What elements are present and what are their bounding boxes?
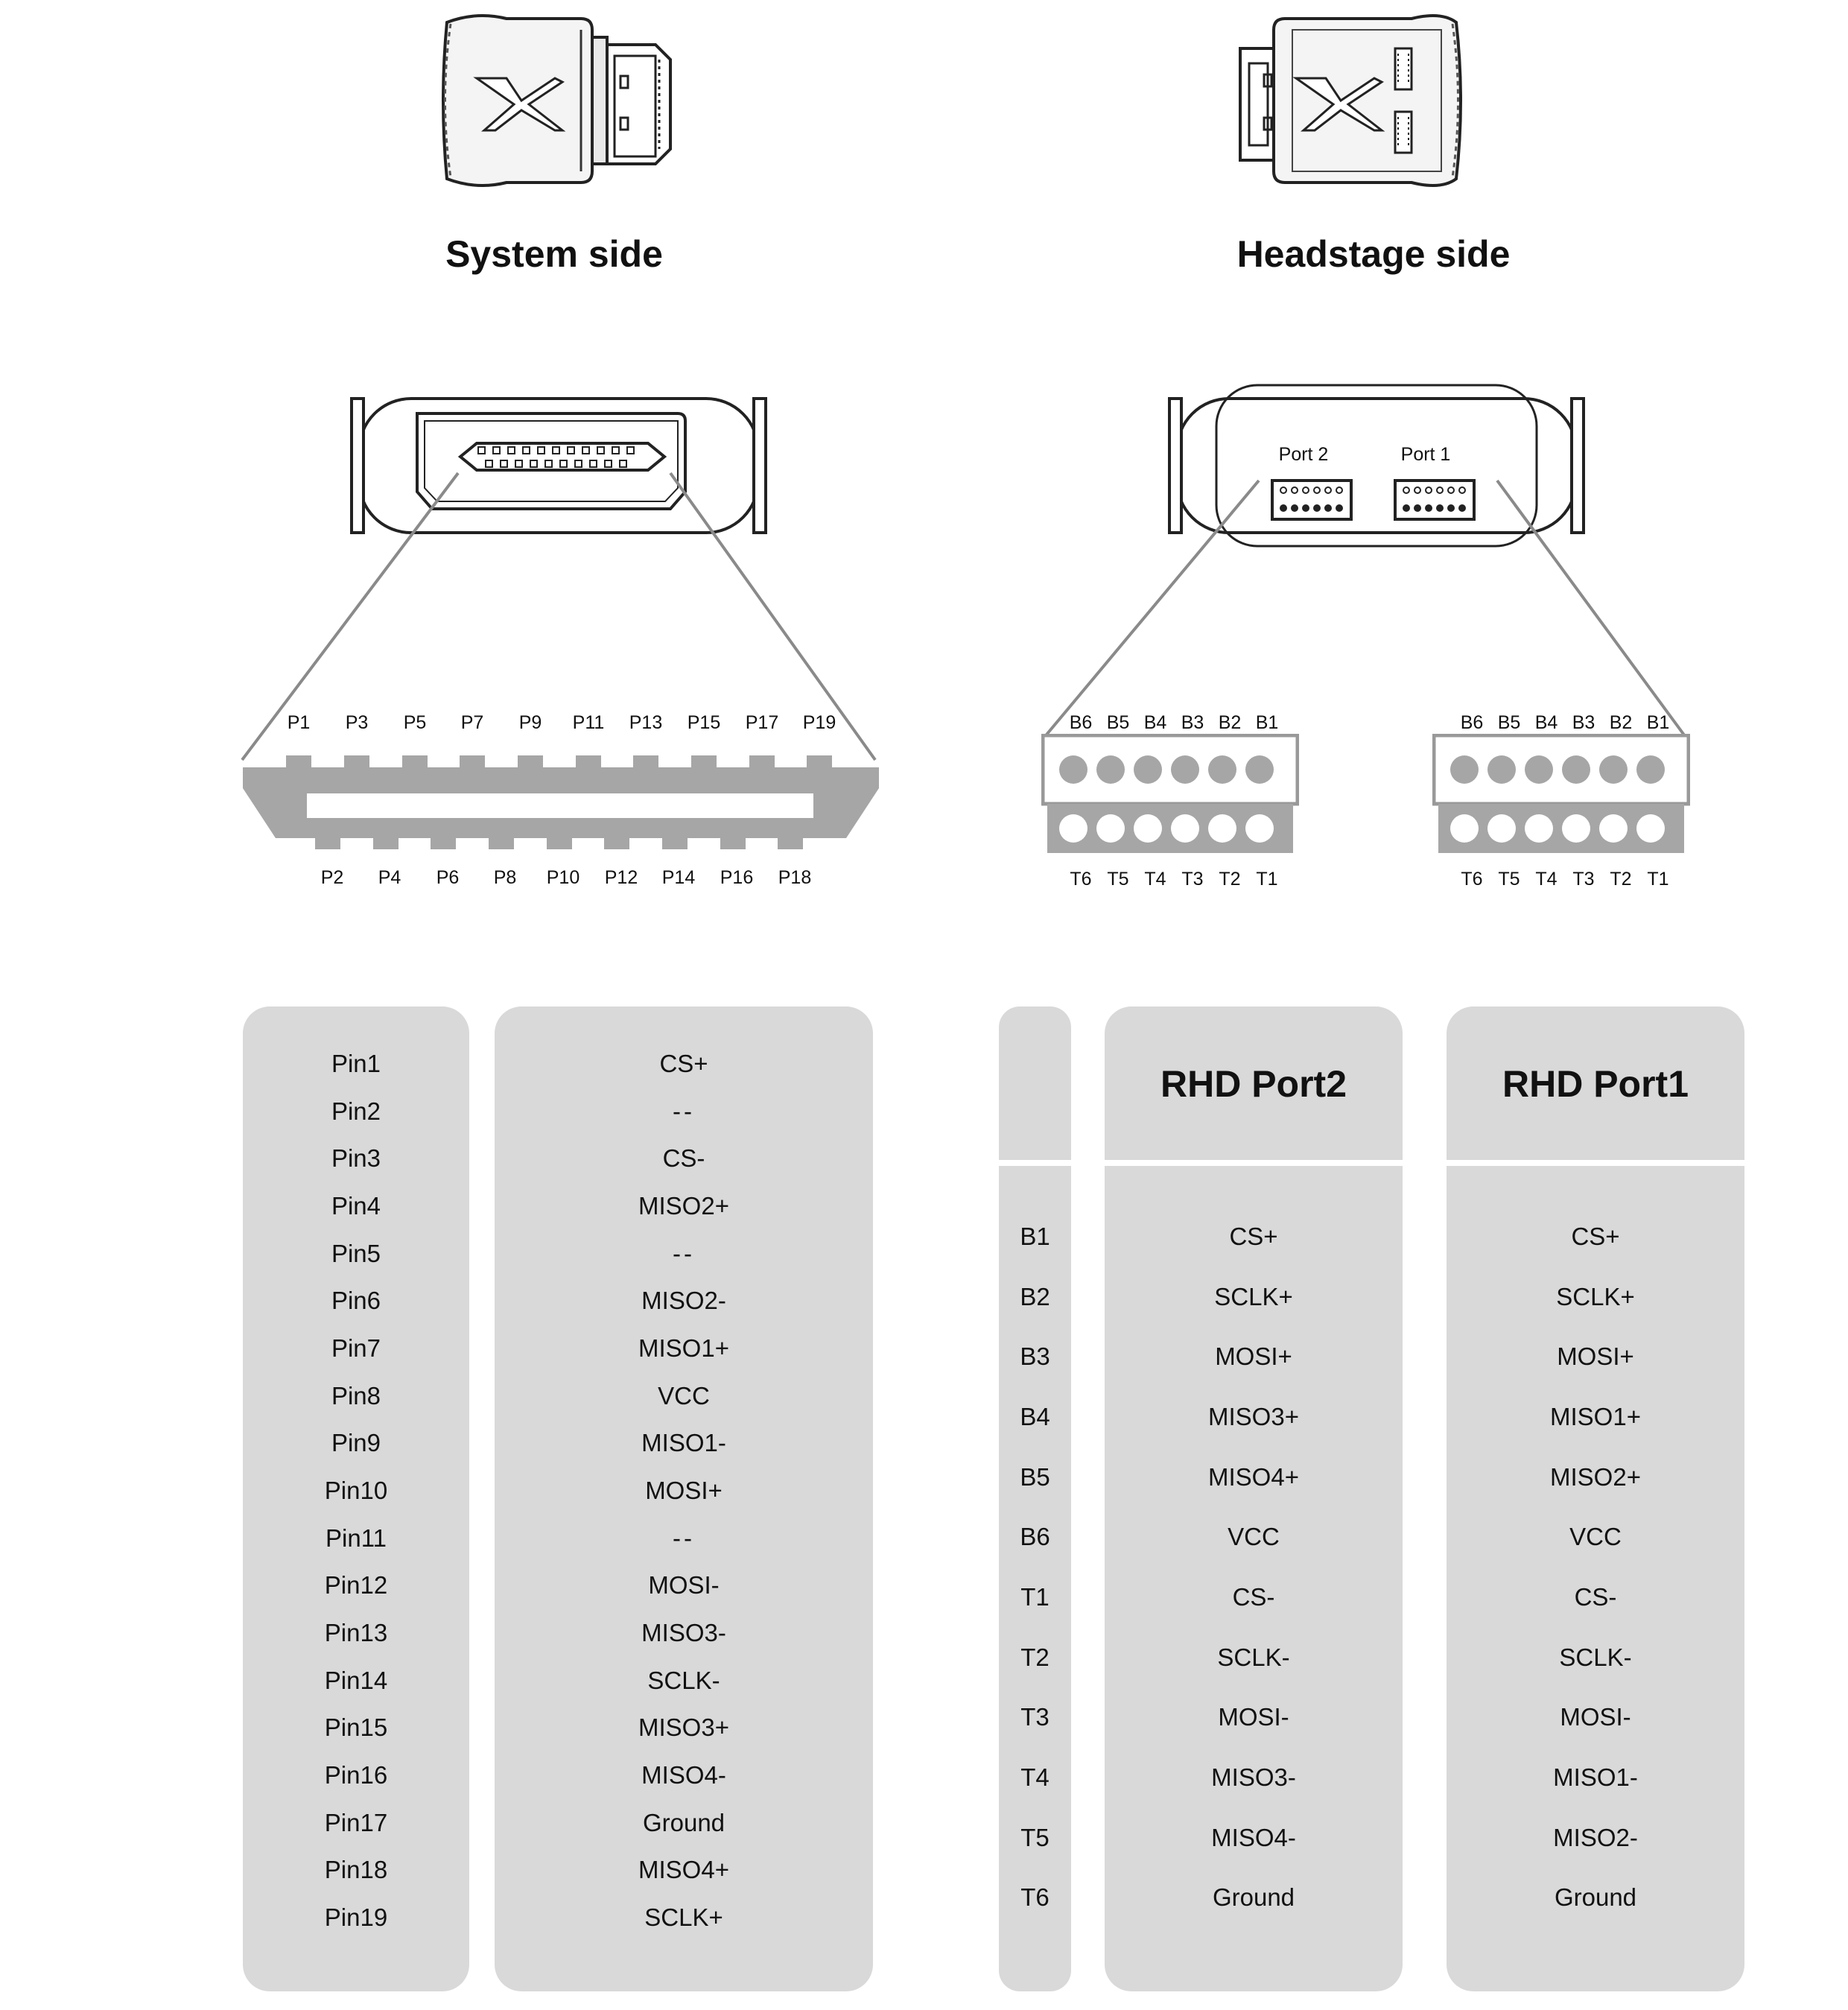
- hdmi-pin-label: P8: [493, 867, 517, 888]
- system-side-title: System side: [445, 233, 663, 275]
- system-pin-cell: Pin5: [331, 1240, 381, 1267]
- port-2-pin-label: T6: [1070, 869, 1092, 890]
- system-signal-cell: CS+: [659, 1050, 708, 1077]
- rhd-port1-cell: MOSI-: [1560, 1703, 1631, 1731]
- hdmi-pin-label: P2: [320, 867, 344, 888]
- port-2-pin-block: [1041, 734, 1299, 853]
- rhd-port1-cell: MISO2-: [1553, 1824, 1638, 1851]
- hdmi-pin-label: P5: [403, 712, 427, 733]
- headstage-pin-cell: B6: [1020, 1523, 1050, 1550]
- header-separator: [1447, 1160, 1744, 1166]
- rhd-port1-cell: SCLK-: [1559, 1643, 1632, 1671]
- rhd-port1-cell: Ground: [1554, 1883, 1637, 1911]
- rhd-port1-cell: CS+: [1571, 1223, 1620, 1250]
- system-signal-cell: SCLK+: [644, 1903, 723, 1931]
- system-pin-cell: Pin14: [324, 1667, 388, 1694]
- rhd-port1-cell: MISO1-: [1553, 1763, 1638, 1791]
- headstage-pin-cell: T5: [1020, 1824, 1050, 1851]
- system-signal-cell: MISO2+: [638, 1192, 729, 1220]
- rhd-port1-column: [1447, 1006, 1744, 1991]
- system-signal-cell: VCC: [658, 1382, 710, 1410]
- port-2-pin-label: B2: [1218, 712, 1242, 733]
- rhd-port2-cell: MISO3-: [1211, 1763, 1296, 1791]
- system-pin-cell: Pin8: [331, 1382, 381, 1410]
- system-pin-cell: Pin6: [331, 1287, 381, 1314]
- port-2-pin-label: B6: [1069, 712, 1093, 733]
- system-signal-cell: Ground: [642, 1809, 725, 1836]
- port-1-pin-label: B4: [1534, 712, 1558, 733]
- headstage-pin-cell: B4: [1020, 1403, 1050, 1430]
- system-pin-cell: Pin4: [331, 1192, 381, 1220]
- system-pin-column: [243, 1006, 469, 1991]
- headstage-pin-cell: B3: [1020, 1342, 1050, 1370]
- system-pin-cell: Pin16: [324, 1761, 388, 1789]
- system-signal-cell: MISO4-: [641, 1761, 726, 1789]
- rhd-port2-cell: Ground: [1212, 1883, 1295, 1911]
- headstage-pin-cell: T6: [1020, 1883, 1050, 1911]
- system-pin-cell: Pin2: [331, 1097, 381, 1125]
- rhd-port2-cell: MISO4-: [1211, 1824, 1296, 1851]
- rhd-port2-header: RHD Port2: [1160, 1063, 1347, 1105]
- system-signal-cell: MISO3-: [641, 1619, 726, 1646]
- rhd-port2-cell: VCC: [1228, 1523, 1280, 1550]
- system-signal-cell: --: [673, 1524, 695, 1552]
- rhd-port2-cell: SCLK-: [1217, 1643, 1290, 1671]
- system-pin-cell: Pin17: [324, 1809, 388, 1836]
- hdmi-pin-label: P18: [778, 867, 812, 888]
- port-2-pin-label: B1: [1255, 712, 1279, 733]
- headstage-pin-cell: T3: [1020, 1703, 1050, 1731]
- port-2-label: Port 2: [1278, 444, 1329, 465]
- hdmi-pin-label: P12: [604, 867, 638, 888]
- hdmi-pin-label: P15: [687, 712, 721, 733]
- rhd-port1-cell: MOSI+: [1557, 1342, 1634, 1370]
- system-signal-cell: MISO4+: [638, 1856, 729, 1883]
- headstage-pin-cell: B2: [1020, 1283, 1050, 1310]
- system-pin-cell: Pin15: [324, 1713, 388, 1741]
- port-1-pin-label: B5: [1497, 712, 1521, 733]
- port-2-pin-label: T4: [1144, 869, 1166, 890]
- system-signal-cell: MOSI+: [645, 1477, 723, 1504]
- port-1-pin-label: T2: [1610, 869, 1632, 890]
- hdmi-pin-label: P17: [745, 712, 779, 733]
- rhd-port2-column: [1105, 1006, 1403, 1991]
- rhd-port1-cell: VCC: [1569, 1523, 1622, 1550]
- headstage-pin-cell: T4: [1020, 1763, 1050, 1791]
- hdmi-pinout-diagram: [243, 752, 879, 864]
- port-1-pin-label: T6: [1461, 869, 1483, 890]
- headstage-pin-column: [999, 1006, 1071, 1991]
- rhd-port2-cell: SCLK+: [1214, 1283, 1293, 1310]
- hdmi-pin-label: P14: [661, 867, 696, 888]
- hdmi-pin-label: P7: [460, 712, 484, 733]
- hdmi-pin-label: P19: [802, 712, 836, 733]
- port-1-label: Port 1: [1400, 444, 1451, 465]
- rhd-port1-header: RHD Port1: [1502, 1063, 1689, 1105]
- headstage-side-title: Headstage side: [1236, 233, 1511, 275]
- rhd-port2-cell: CS-: [1232, 1583, 1275, 1611]
- port-1-pin-label: B2: [1609, 712, 1633, 733]
- port-1-pin-label: T1: [1647, 869, 1669, 890]
- port-2-pin-label: B5: [1106, 712, 1130, 733]
- port-2-pin-label: B3: [1181, 712, 1204, 733]
- port-1-pin-block: [1432, 734, 1690, 853]
- rhd-port1-cell: CS-: [1574, 1583, 1617, 1611]
- port-1-pin-label: B1: [1646, 712, 1670, 733]
- rhd-port2-cell: MISO3+: [1208, 1403, 1299, 1430]
- system-pin-cell: Pin13: [324, 1619, 388, 1646]
- rhd-port1-cell: MISO2+: [1550, 1463, 1641, 1491]
- headstage-pin-cell: B5: [1020, 1463, 1050, 1491]
- system-pin-cell: Pin3: [331, 1144, 381, 1172]
- headstage-pin-cell: T2: [1020, 1643, 1050, 1671]
- port-1-pin-label: B3: [1572, 712, 1595, 733]
- system-signal-cell: MISO1-: [641, 1429, 726, 1456]
- hdmi-pin-label: P6: [436, 867, 460, 888]
- system-pin-cell: Pin1: [331, 1050, 381, 1077]
- port-2-pin-label: B4: [1143, 712, 1167, 733]
- headstage-pin-cell: B1: [1020, 1223, 1050, 1250]
- port-1-pin-label: T4: [1535, 869, 1558, 890]
- system-pin-cell: Pin12: [324, 1571, 388, 1599]
- rhd-port2-cell: MOSI-: [1218, 1703, 1289, 1731]
- system-signal-cell: CS-: [662, 1144, 705, 1172]
- system-pin-cell: Pin10: [324, 1477, 388, 1504]
- system-pin-cell: Pin7: [331, 1334, 381, 1362]
- rhd-port2-cell: MOSI+: [1215, 1342, 1292, 1370]
- system-pin-cell: Pin9: [331, 1429, 381, 1456]
- port-2-pin-label: T3: [1181, 869, 1204, 890]
- rhd-port2-cell: CS+: [1229, 1223, 1278, 1250]
- hdmi-pin-label: P9: [518, 712, 542, 733]
- header-separator: [999, 1160, 1071, 1166]
- system-signal-column: [495, 1006, 873, 1991]
- system-signal-cell: SCLK-: [647, 1667, 720, 1694]
- port-2-pin-label: T1: [1256, 869, 1278, 890]
- header-separator: [1105, 1160, 1403, 1166]
- hdmi-pin-label: P11: [572, 712, 605, 733]
- system-pin-cell: Pin19: [324, 1903, 388, 1931]
- port-1-pin-label: T3: [1572, 869, 1595, 890]
- port-1-pin-label: B6: [1460, 712, 1484, 733]
- rhd-port1-cell: SCLK+: [1556, 1283, 1635, 1310]
- hdmi-pin-label: P3: [345, 712, 369, 733]
- hdmi-pin-label: P13: [629, 712, 663, 733]
- system-pin-cell: Pin18: [324, 1856, 388, 1883]
- port-1-pin-label: T5: [1498, 869, 1520, 890]
- hdmi-pin-label: P1: [287, 712, 311, 733]
- rhd-port1-cell: MISO1+: [1550, 1403, 1641, 1430]
- rhd-port2-cell: MISO4+: [1208, 1463, 1299, 1491]
- system-signal-cell: MISO2-: [641, 1287, 726, 1314]
- system-signal-cell: MISO3+: [638, 1713, 729, 1741]
- system-signal-cell: --: [673, 1097, 695, 1125]
- port-2-pin-label: T5: [1107, 869, 1129, 890]
- headstage-side-adapter-illustration: [1233, 7, 1486, 194]
- hdmi-pin-label: P16: [720, 867, 754, 888]
- hdmi-pin-label: P4: [378, 867, 401, 888]
- system-pin-cell: Pin11: [326, 1524, 387, 1552]
- port-2-pin-label: T2: [1219, 869, 1241, 890]
- system-signal-cell: --: [673, 1240, 695, 1267]
- hdmi-pin-label: P10: [546, 867, 580, 888]
- system-signal-cell: MISO1+: [638, 1334, 729, 1362]
- headstage-pin-cell: T1: [1020, 1583, 1050, 1611]
- system-signal-cell: MOSI-: [648, 1571, 720, 1599]
- system-side-adapter-illustration: [432, 7, 685, 194]
